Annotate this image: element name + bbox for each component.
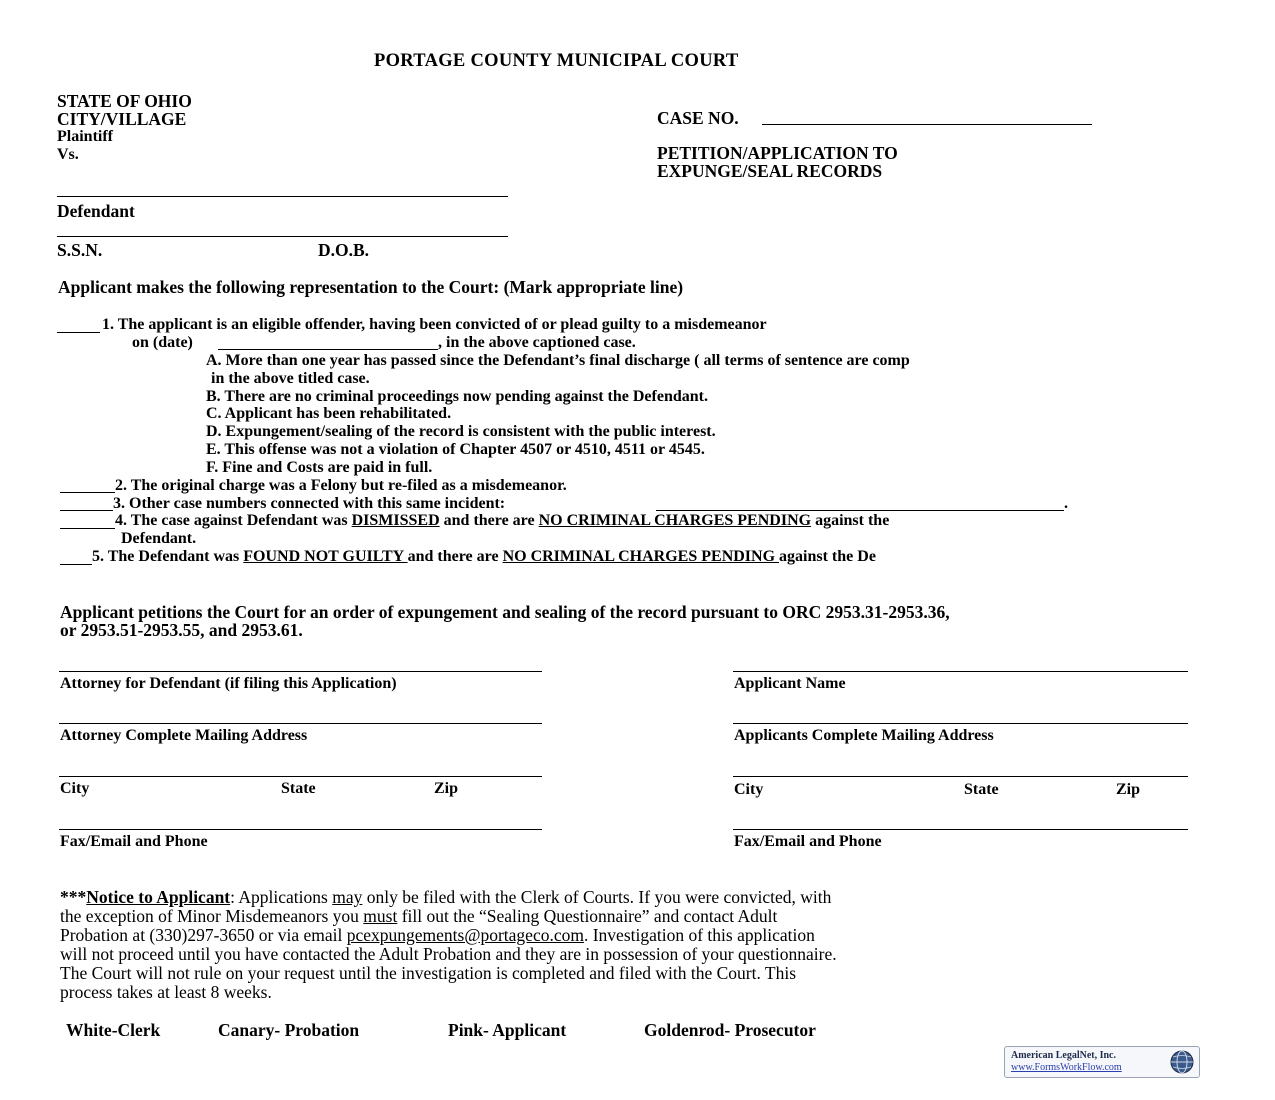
court-title: PORTAGE COUNTY MUNICIPAL COURT [374,51,739,71]
item5-text: 5. The Defendant was FOUND NOT GUILTY and there are NO CRIMINAL CHARGES PENDING against the De [92,548,876,565]
attorney-address-line[interactable] [59,723,542,724]
notice-title: Notice to Applicant [86,887,231,907]
item2-checkbox-line[interactable] [60,492,115,493]
copy-canary-probation: Canary- Probation [218,1020,360,1040]
sub-c: C. Applicant has been rehabilitated. [206,405,452,422]
probation-email-link[interactable]: pcexpungements@portageco.com [346,925,584,945]
ssn-label: S.S.N. [57,240,103,260]
item1-text: 1. The applicant is an eligible offender, having been convicted of or plead guilty to a misdemeanor [102,316,767,333]
american-legalnet-logo[interactable] [1004,1046,1200,1078]
attorney-signature-line[interactable] [59,671,542,672]
case-no-label: CASE NO. [657,108,739,128]
applicant-contact-line[interactable] [733,829,1188,830]
item1-checkbox-line[interactable] [57,332,100,333]
notice-line6: process takes at least 8 weeks. [60,982,272,1002]
item1-date-line[interactable] [218,349,438,350]
applicant-state-label: State [964,781,999,798]
item3-checkbox-line[interactable] [60,510,113,511]
dismissed-text: DISMISSED [351,512,440,529]
item3-period: . [1064,495,1068,512]
sub-b: B. There are no criminal proceedings now pending against the Defendant. [206,388,708,405]
plaintiff-label: Plaintiff [57,128,113,145]
notice-line4: will not proceed until you have contacted the Adult Probation and they are in possession of your questionnaire. [60,944,837,964]
applicant-address-line[interactable] [733,723,1188,724]
ssn-dob-line[interactable] [57,236,508,237]
attorney-contact-label: Fax/Email and Phone [60,833,208,850]
dob-label: D.O.B. [318,240,370,260]
petition-statement-line1: Applicant petitions the Court for an order of expungement and sealing of the record pursuant to ORC 2953.31-2953.36, [60,602,950,622]
no-charges-pending-text: NO CRIMINAL CHARGES PENDING [538,512,812,529]
representation-heading: Applicant makes the following representation to the Court: (Mark appropriate line) [58,277,684,297]
item4-line2: Defendant. [121,530,197,547]
item4-checkbox-line[interactable] [60,528,115,529]
item3-text: 3. Other case numbers connected with this same incident: [113,495,506,512]
item3-case-numbers-line[interactable] [656,510,1064,511]
sub-a-line1: A. More than one year has passed since the Defendant’s final discharge ( all terms of sentence are comp [206,352,910,369]
attorney-state-label: State [281,780,316,797]
applicant-contact-label: Fax/Email and Phone [734,833,882,850]
applicant-name-label: Applicant Name [734,675,846,692]
applicant-name-line[interactable] [733,671,1188,672]
notice-line2: the exception of Minor Misdemeanors you must fill out the “Sealing Questionnaire” and contact Adult [60,906,778,926]
case-no-line[interactable] [762,124,1092,125]
notice-line1: ***Notice to Applicant: Applications may only be filed with the Clerk of Courts. If you were convicted, with [60,887,832,907]
item1-on-date: on (date) [132,334,193,351]
notice-line3: Probation at (330)297-3650 or via email pcexpungements@portageco.com. Investigation of this application [60,925,815,945]
applicant-city-label: City [734,781,764,798]
notice-line5: The Court will not rule on your request until the investigation is completed and filed with the Court. This [60,963,797,983]
applicant-city-line[interactable] [733,776,1188,777]
found-not-guilty-text: FOUND NOT GUILTY [243,548,408,565]
attorney-zip-label: Zip [434,780,459,797]
attorney-city-line[interactable] [59,776,542,777]
attorney-label: Attorney for Defendant (if filing this Application) [60,675,397,692]
sub-d: D. Expungement/sealing of the record is consistent with the public interest. [206,423,716,440]
city-village: CITY/VILLAGE [57,109,187,129]
petition-title-line2: EXPUNGE/SEAL RECORDS [657,161,883,181]
logo-company-name: American LegalNet, Inc. [1011,1050,1116,1061]
attorney-address-label: Attorney Complete Mailing Address [60,727,308,744]
attorney-city-label: City [60,780,90,797]
attorney-contact-line[interactable] [59,829,542,830]
sub-e: E. This offense was not a violation of Chapter 4507 or 4510, 4511 or 4545. [206,441,705,458]
copy-goldenrod-prosecutor: Goldenrod- Prosecutor [644,1020,816,1040]
copy-pink-applicant: Pink- Applicant [448,1020,567,1040]
applicant-zip-label: Zip [1116,781,1141,798]
globe-icon [1169,1049,1195,1075]
item5-checkbox-line[interactable] [60,564,92,565]
copy-white-clerk: White-Clerk [66,1020,161,1040]
state-of-ohio: STATE OF OHIO [57,91,192,111]
defendant-label: Defendant [57,201,135,221]
no-charges-pending-text-2: NO CRIMINAL CHARGES PENDING [502,548,780,565]
sub-a-line2: in the above titled case. [211,370,370,387]
petition-statement-line2: or 2953.51-2953.55, and 2953.61. [60,620,303,640]
sub-f: F. Fine and Costs are paid in full. [206,459,433,476]
item2-text: 2. The original charge was a Felony but re-filed as a misdemeanor. [115,477,567,494]
item1-after-date: , in the above captioned case. [438,334,636,351]
vs-label: Vs. [57,146,79,163]
item4-text: 4. The case against Defendant was DISMISSED and there are NO CRIMINAL CHARGES PENDING against the [115,512,890,529]
logo-url-link[interactable]: www.FormsWorkFlow.com [1011,1062,1122,1073]
petition-title-line1: PETITION/APPLICATION TO [657,143,898,163]
applicant-address-label: Applicants Complete Mailing Address [734,727,994,744]
defendant-name-line[interactable] [57,196,508,197]
